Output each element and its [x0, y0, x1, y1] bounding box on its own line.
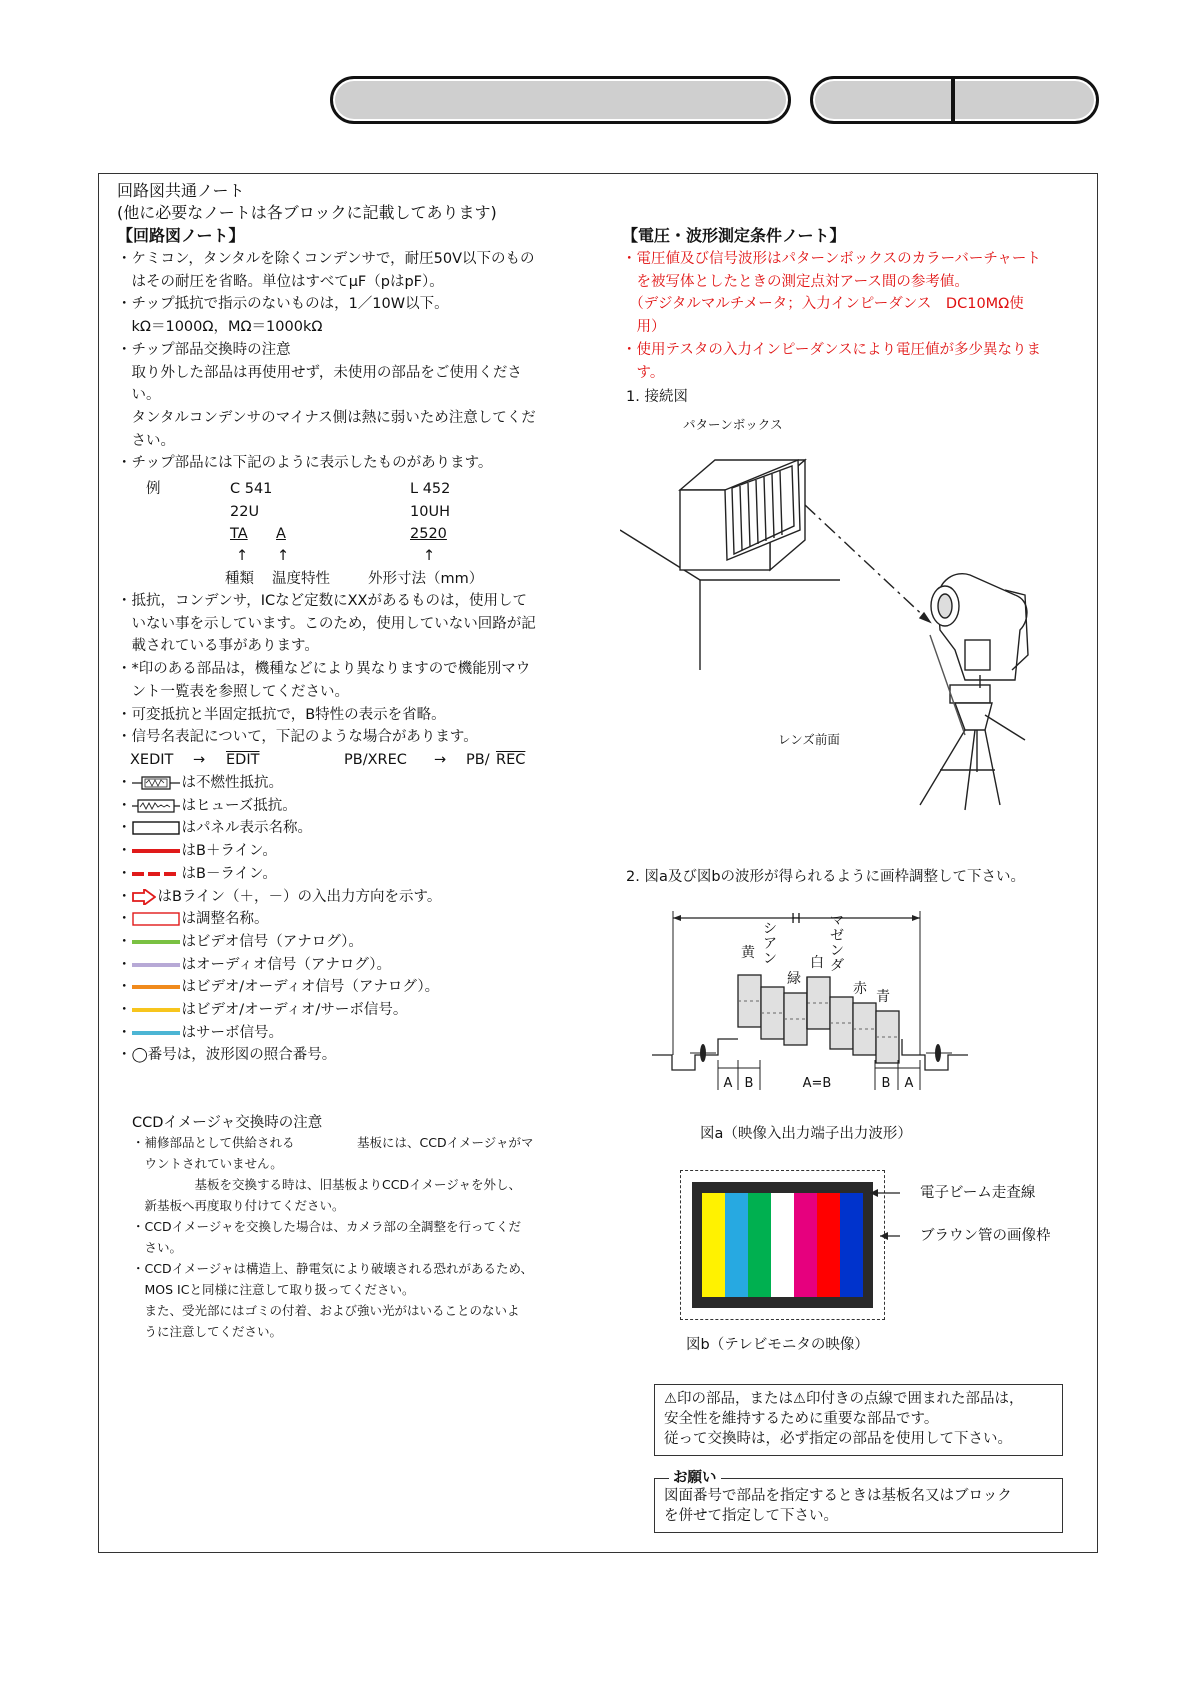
ccd-line: ・CCDイメージャは構造上、静電気により破壊される恐れがあるため、 [132, 1261, 533, 1276]
legend-item: ・ はヒューズ抵抗。 [117, 797, 297, 814]
resistor-swatch-icon [132, 775, 180, 791]
right-heading: 【電圧・波形測定条件ノート】 [622, 226, 846, 245]
waveform-diagram [650, 905, 980, 1115]
ccd-line: うに注意してください。 [132, 1324, 283, 1339]
color-label-char: ン [830, 943, 844, 959]
page-subtitle: (他に必要なノートは各ブロックに記載してあります) [117, 203, 497, 222]
tv-caption: 図b（テレビモニタの映像） [686, 1337, 869, 1353]
color-bar [794, 1193, 817, 1297]
note-line: ・可変抵抗と半固定抵抗で，B特性の表示を省略。 [117, 706, 446, 723]
color-bar [840, 1193, 863, 1297]
example-l-val: 10UH [410, 504, 450, 520]
signal-pb: PB/ [466, 752, 490, 768]
arrow-swatch-icon [132, 889, 156, 905]
note-line: 載されている事があります。 [117, 638, 319, 655]
page-title: 回路図共通ノート [117, 181, 245, 200]
ccd-line: ウントされていません。 [132, 1156, 283, 1171]
caption-temp: 温度特性 [272, 571, 330, 587]
scan-line-label: 電子ビーム走査線 [920, 1185, 1036, 1201]
safety-line: 安全性を維持するために重要な部品です。 [664, 1411, 939, 1427]
legend-item: ・ はパネル表示名称。 [117, 820, 312, 837]
legend-item: ・ はサーボ信号。 [117, 1024, 283, 1041]
color-label-char: シ [763, 921, 777, 937]
color-bar [817, 1193, 840, 1297]
label-a: A [904, 1076, 914, 1091]
legend-item: ・ は調整名称。 [117, 911, 269, 928]
legend-item: ・ はB＋ライン。 [117, 843, 277, 860]
signal-xedit: XEDIT [130, 752, 174, 768]
fuse-swatch-icon [132, 798, 180, 814]
h-label: H [791, 912, 801, 927]
color-bar [771, 1193, 794, 1297]
note-line: はその耐圧を省略。単位はすべてμF（pはpF）。 [117, 273, 444, 290]
arrow-up-icon: ↑ [423, 548, 436, 564]
note-line: いない事を示しています。このため，使用していない回路が記 [117, 615, 536, 632]
note-line: ・信号名表記について，下記のような場合があります。 [117, 729, 478, 746]
sync-pulse-left [652, 1039, 738, 1070]
legend-item: ・ はビデオ/オーディオ信号（アナログ）。 [117, 979, 440, 996]
connection-diagram [620, 430, 1060, 850]
arrow-right-icon: → [193, 752, 206, 768]
example-l-size: 2520 [410, 526, 447, 542]
label-ab: A=B [802, 1076, 832, 1091]
safety-line: 従って交換時は，必ず指定の部品を使用して下さい。 [664, 1431, 1012, 1447]
color-label: 白 [810, 955, 824, 971]
measurement-line: す。 [622, 364, 665, 381]
legend-item: ・ はBライン（＋，－）の入出力方向を示す。 [117, 888, 442, 905]
note-line: ・ケミコン，タンタルを除くコンデンサで，耐圧50V以下のもの [117, 251, 535, 267]
solid-swatch-icon [132, 957, 180, 973]
example-c-val: 22U [230, 504, 260, 520]
step2-text: 2. 図a及び図bの波形が得られるように画枠調整して下さい。 [626, 869, 1026, 885]
measurement-line: （デジタルマルチメータ；入力インピーダンス DC10MΩ使 [622, 296, 1024, 313]
arrow-up-icon: ↑ [236, 548, 249, 564]
color-bars [702, 1193, 863, 1297]
example-c-name: C 541 [230, 481, 273, 497]
ccd-line: MOS ICと同様に注意して取り扱ってください。 [132, 1282, 415, 1297]
color-label: 青 [876, 989, 890, 1005]
lens-label: レンズ前面 [778, 732, 840, 747]
color-label-char: マ [830, 913, 844, 929]
h-arrow-right-icon [912, 915, 920, 921]
pattern-box-label: パターンボックス [683, 417, 783, 432]
header-page-bar [810, 76, 1099, 124]
label-a: A [723, 1076, 733, 1091]
legend-item: ・ は不燃性抵抗。 [117, 775, 283, 791]
note-line: kΩ＝1000Ω，MΩ＝1000kΩ [117, 319, 323, 336]
legend-item: ・◯番号は，波形図の照合番号。 [117, 1047, 337, 1064]
color-label: 赤 [853, 981, 867, 997]
tv-pointer-lines [870, 1183, 920, 1243]
example-l-name: L 452 [410, 481, 451, 497]
ccd-line: また、受光部にはゴミの付着、および強い光がはいることのないよ [132, 1303, 520, 1318]
color-label-char: ゼ [830, 928, 844, 944]
request-title: お願い [669, 1469, 721, 1487]
solid-swatch-icon [132, 1025, 180, 1041]
ccd-line: ・CCDイメージャを交換した場合は、カメラ部の全調整を行ってくだ [132, 1219, 521, 1234]
note-line: 取り外した部品は再使用せず，未使用の部品をご使用くださ [117, 364, 522, 381]
ccd-line: さい。 [132, 1240, 183, 1255]
color-label: 緑 [787, 971, 801, 987]
left-heading: 【回路図ノート】 [117, 226, 245, 245]
color-bar [725, 1193, 748, 1297]
color-label: 黄 [741, 945, 755, 961]
signal-rec: $\overline{REC}$ [496, 752, 526, 768]
note-line: ・チップ抵抗で指示のないものは，1／10W以下。 [117, 296, 449, 313]
arrow-right-icon: → [434, 752, 447, 768]
ccd-title: CCDイメージャ交換時の注意 [132, 1115, 323, 1131]
color-label-char: ン [763, 951, 777, 967]
picture-frame-label: ブラウン管の画像枠 [920, 1228, 1051, 1244]
note-line: ント一覧表を参照してください。 [117, 683, 349, 700]
dashed-swatch-icon [132, 866, 180, 882]
example-c-a: A [276, 526, 286, 542]
waveform-caption: 図a（映像入出力端子出力波形） [700, 1126, 912, 1142]
sync-pulse-right [902, 1039, 968, 1070]
measurement-line: ・電圧値及び信号波形はパターンボックスのカラーバーチャート [622, 251, 1041, 267]
header-page-divider [951, 79, 955, 121]
measurement-line: 用） [622, 319, 666, 336]
example-label: 例 [146, 481, 161, 497]
measurement-line: ・使用テスタの入力インピーダンスにより電圧値が多少異なりま [622, 341, 1042, 358]
solid-swatch-icon [132, 934, 180, 950]
request-line: 図面番号で部品を指定するときは基板名又はブロック [664, 1488, 1012, 1504]
color-bar [702, 1193, 725, 1297]
example-c-ta: TA [230, 526, 248, 542]
signal-pbxrec: PB/XREC [344, 752, 407, 768]
label-b: B [744, 1076, 754, 1091]
measurement-line: を被写体としたときの測定点対アース間の参考値。 [622, 273, 969, 290]
caption-kind: 種類 [225, 571, 254, 587]
ccd-line: 基板を交換する時は、旧基板よりCCDイメージャを外し、 [132, 1177, 521, 1192]
redbox-swatch-icon [132, 911, 180, 927]
legend-item: ・ はビデオ信号（アナログ）。 [117, 933, 363, 950]
signal-edit: EDIT [226, 752, 260, 768]
note-line: い。 [117, 387, 161, 404]
color-label-char: ア [763, 936, 777, 952]
legend-item: ・ はB－ライン。 [117, 865, 277, 882]
safety-line: ⚠印の部品，または⚠印付きの点線で囲まれた部品は， [664, 1391, 1024, 1407]
note-line: ・チップ部品交換時の注意 [117, 341, 291, 358]
solid-swatch-icon [132, 979, 180, 995]
label-b: B [881, 1076, 891, 1091]
header-title-bar [330, 76, 791, 124]
ccd-line: 新基板へ再度取り付けてください。 [132, 1198, 345, 1213]
h-arrow-left-icon [673, 915, 681, 921]
solid-swatch-icon [132, 1002, 180, 1018]
legend-item: ・ はビデオ/オーディオ/サーボ信号。 [117, 1002, 408, 1018]
connection-title: 1. 接続図 [626, 389, 688, 405]
note-line: ・抵抗，コンデンサ，ICなど定数にXXがあるものは，使用して [117, 593, 527, 609]
panel-swatch-icon [132, 820, 180, 836]
note-line: タンタルコンデンサのマイナス側は熱に弱いため注意してくだ [117, 409, 536, 426]
caption-size: 外形寸法（mm） [368, 571, 484, 587]
note-line: さい。 [117, 432, 175, 449]
note-line: ・チップ部品には下記のように表示したものがあります。 [117, 455, 493, 472]
note-line: ・*印のある部品は，機種などにより異なりますので機能別マウ [117, 661, 531, 678]
ccd-line: ・補修部品として供給される 基板には、CCDイメージャがマ [132, 1135, 534, 1150]
request-line: を併せて指定して下さい。 [664, 1508, 838, 1524]
arrow-up-icon: ↑ [277, 548, 290, 564]
color-label-char: ダ [830, 958, 844, 974]
color-bar [748, 1193, 771, 1297]
solid-swatch-icon [132, 843, 180, 859]
legend-item: ・ はオーディオ信号（アナログ）。 [117, 956, 392, 973]
